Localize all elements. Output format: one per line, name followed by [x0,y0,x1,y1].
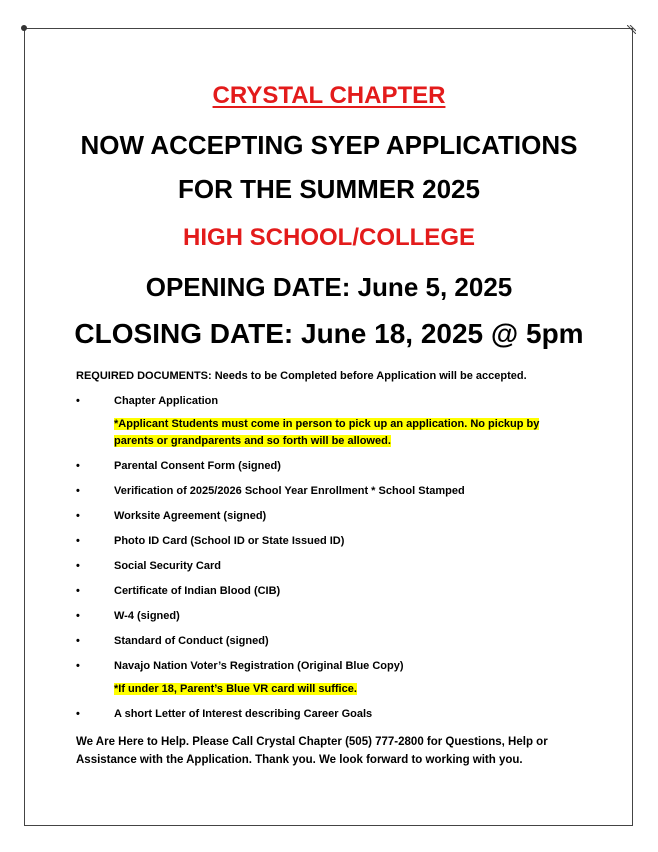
voter-card-note-text: *If under 18, Parent’s Blue VR card will suffice. [114,683,357,695]
list-item-label: Social Security Card [114,560,221,572]
pickup-note [76,416,576,450]
contact-footer: We Are Here to Help. Please Call Crystal Chapter (505) 777-2800 for Questions, Help or Assistance with the Application. Thank you. We look forward to working with you. [76,736,548,766]
bullet-icon: • [76,535,80,547]
voter-card-note [76,681,576,698]
bullet-icon: • [76,510,80,522]
bullet-icon: • [76,460,80,472]
list-item-label: Certificate of Indian Blood (CIB) [114,585,281,597]
list-item [76,706,576,723]
list-item [76,558,576,575]
list-item [76,608,576,625]
list-item-label: Parental Consent Form (signed) [114,460,281,472]
page-fold-icon [627,25,636,34]
list-item-label: Worksite Agreement (signed) [114,510,267,522]
list-item-label: Verification of 2025/2026 School Year Enrollment * School Stamped [114,485,465,497]
list-item [76,393,576,410]
bullet-icon: • [76,485,80,497]
bullet-icon: • [76,660,80,672]
eligibility-level: HIGH SCHOOL/COLLEGE [182,224,475,251]
headline-line-2: FOR THE SUMMER 2025 [178,174,480,204]
list-item-label: Navajo Nation Voter’s Registration (Original Blue Copy) [114,660,404,672]
list-item [76,658,576,675]
list-item [76,483,576,500]
closing-date: CLOSING DATE: June 18, 2025 @ 5pm [74,318,584,349]
list-item [76,533,576,550]
opening-date: OPENING DATE: June 5, 2025 [145,272,513,302]
list-item-label: Standard of Conduct (signed) [114,635,269,647]
requirements-intro: REQUIRED DOCUMENTS: Needs to be Completed before Application will be accepted. [76,370,527,382]
bullet-icon: • [76,395,80,407]
list-item-label: Chapter Application [114,395,219,407]
bullet-icon: • [76,610,80,622]
bullet-icon: • [76,560,80,572]
requirements-section [76,368,576,769]
list-item [76,508,576,525]
list-item-label: W-4 (signed) [114,610,180,622]
list-item [76,583,576,600]
list-item-label: Photo ID Card (School ID or State Issued ID) [114,535,345,547]
bullet-icon: • [76,708,80,720]
list-item [76,633,576,650]
bullet-icon: • [76,635,80,647]
list-item [76,458,576,475]
headline-line-1: NOW ACCEPTING SYEP APPLICATIONS [80,130,578,160]
bullet-icon: • [76,585,80,597]
page-corner-marker [21,25,27,31]
chapter-title: CRYSTAL CHAPTER [212,82,446,109]
pickup-note-text: *Applicant Students must come in person to pick up an application. No pickup by parents or grandparents and so forth will be allowed. [114,418,540,447]
list-item-label: A short Letter of Interest describing Career Goals [114,708,373,720]
